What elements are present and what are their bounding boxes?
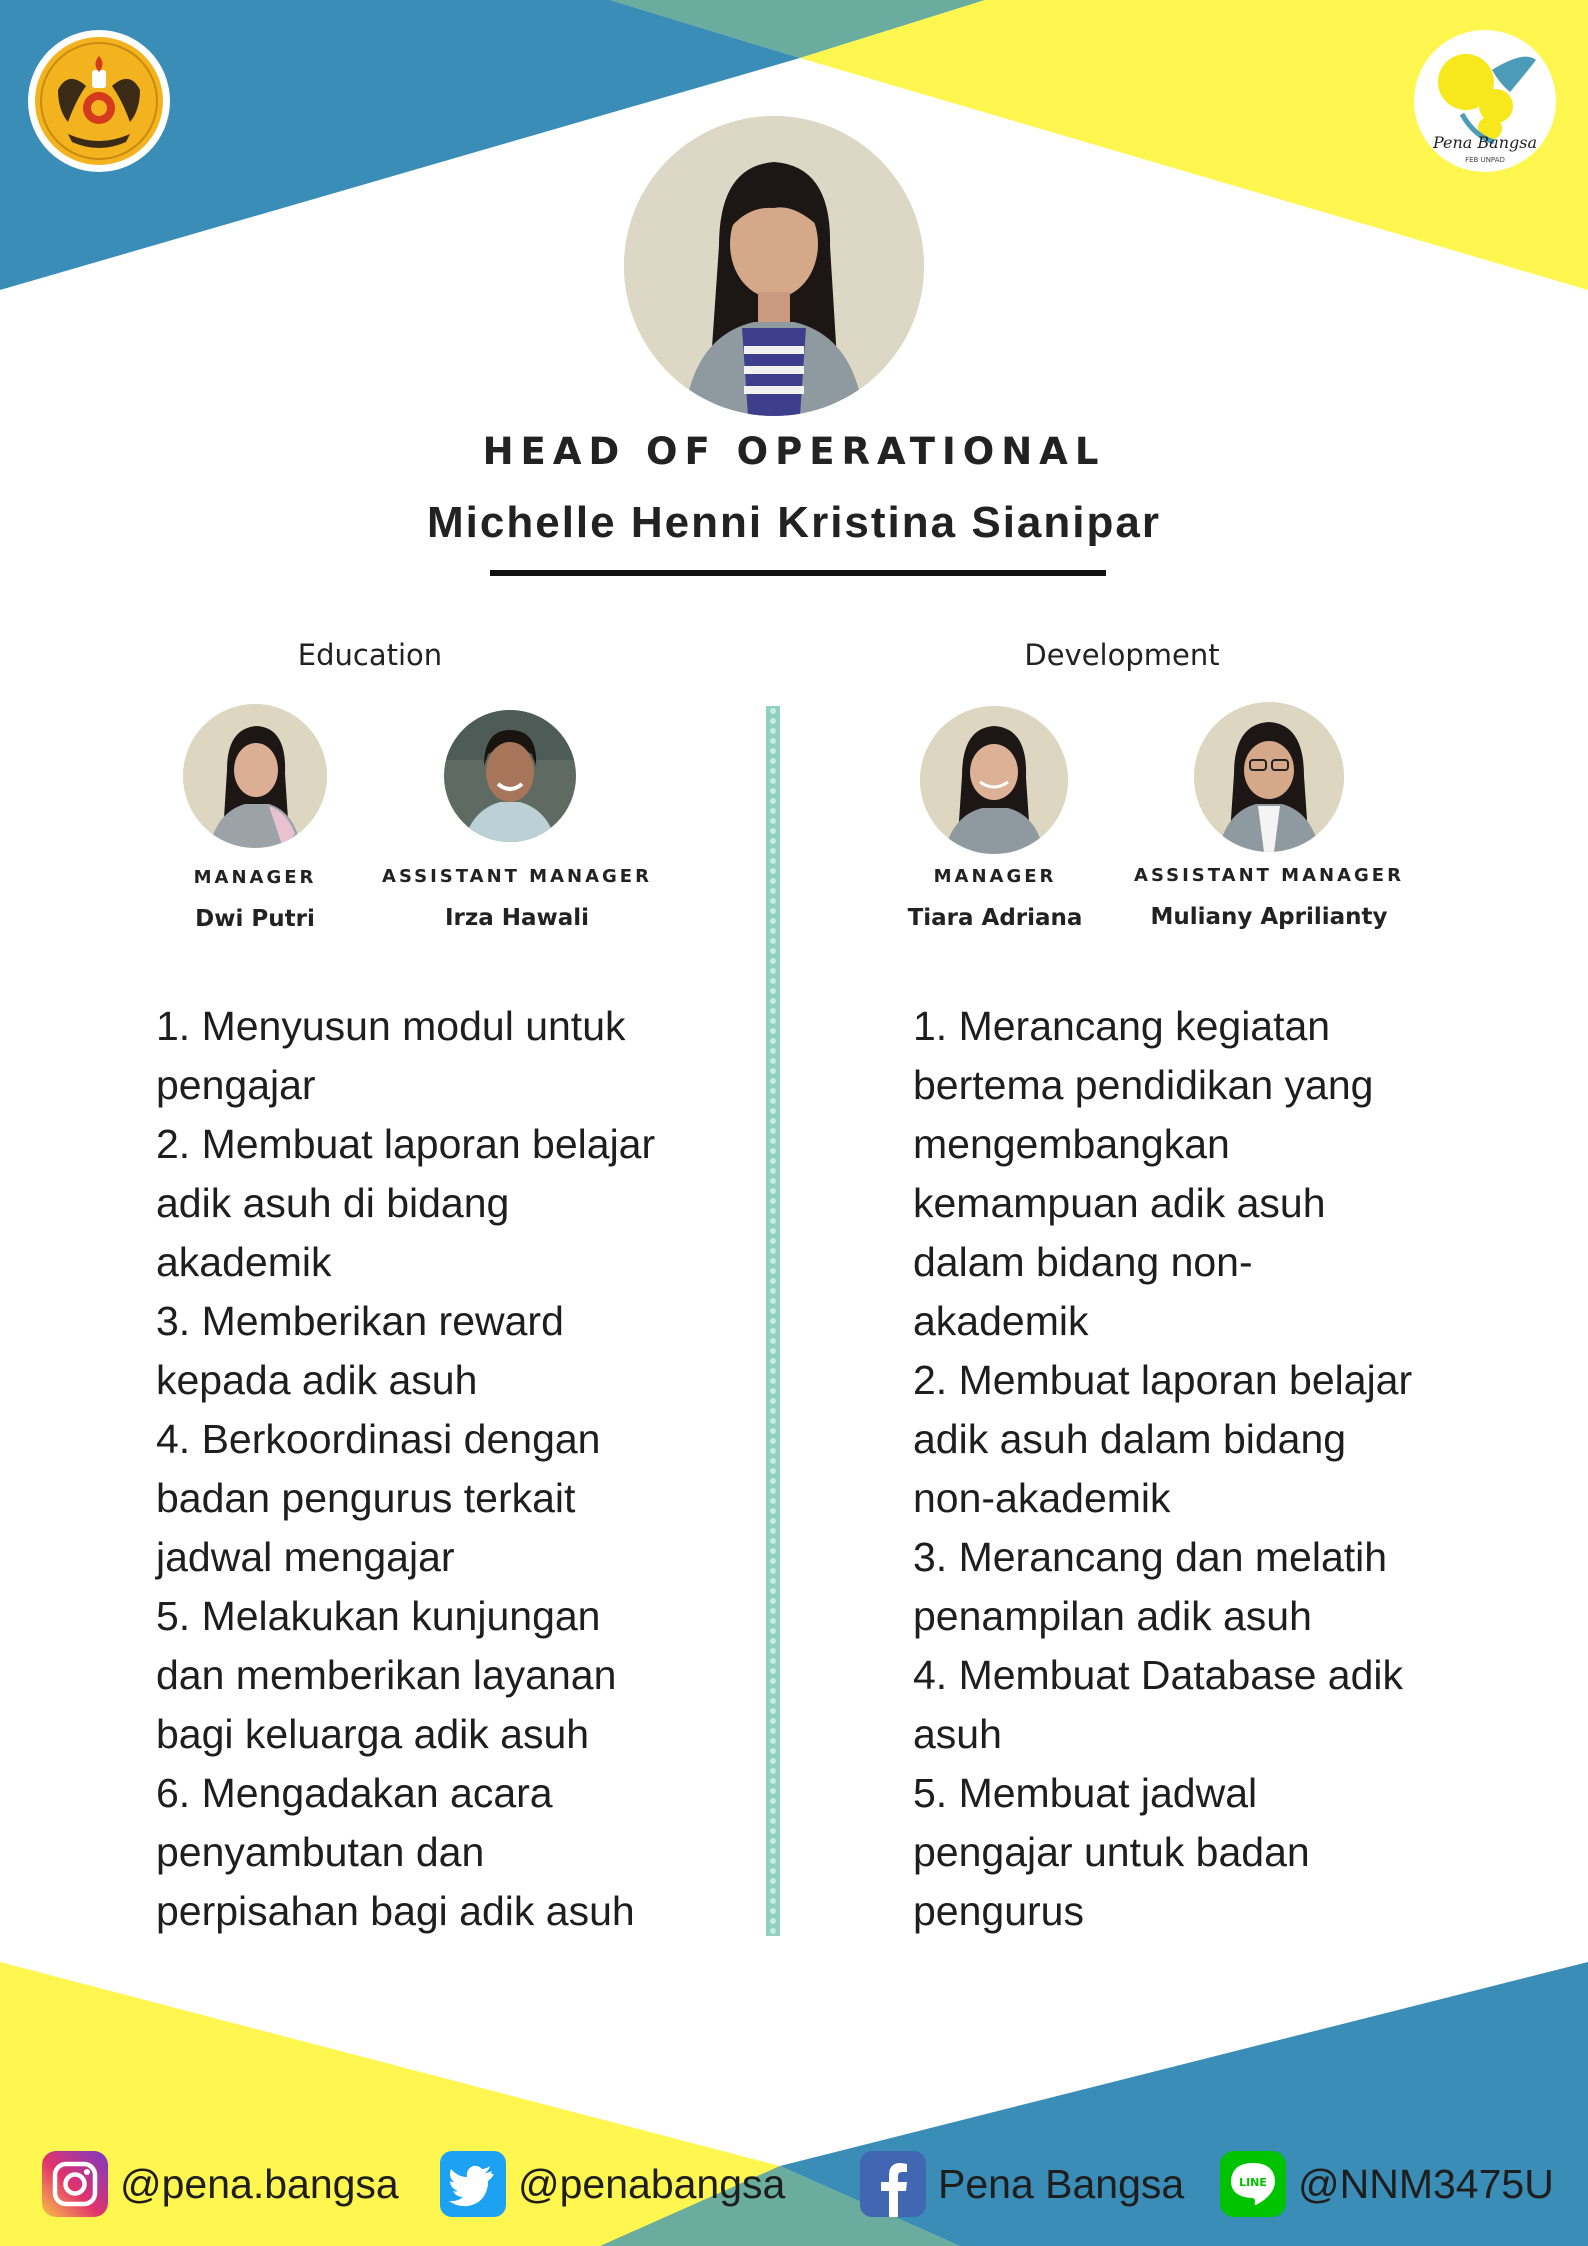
list-item: adik asuh dalam bidang — [913, 1416, 1347, 1462]
logo-subtext: FEB UNPAD — [1465, 156, 1505, 164]
list-item: bagi keluarga adik asuh — [156, 1711, 590, 1757]
title-underline — [490, 570, 1106, 576]
list-item: penyambutan dan — [156, 1829, 485, 1875]
education-assistant-role: ASSISTANT MANAGER — [382, 866, 652, 887]
development-assistant-photo — [1194, 702, 1344, 852]
development-duties — [913, 997, 1412, 1941]
university-logo — [28, 30, 170, 172]
list-item: 3. Memberikan reward — [156, 1298, 564, 1344]
development-assistant-name: Muliany Aprilianty — [1150, 904, 1388, 930]
twitter-handle: @penabangsa — [518, 2160, 786, 2207]
head-name: Michelle Henni Kristina Sianipar — [427, 498, 1161, 547]
list-item: pengajar — [156, 1062, 316, 1108]
list-item: 6. Mengadakan acara — [156, 1770, 553, 1816]
list-item: 5. Melakukan kunjungan — [156, 1593, 601, 1639]
list-item: 2. Membuat laporan belajar — [913, 1357, 1413, 1403]
list-item: 2. Membuat laporan belajar — [156, 1121, 656, 1167]
list-item: pengajar untuk badan — [913, 1829, 1310, 1875]
list-item: kepada adik asuh — [156, 1357, 478, 1403]
facebook-link[interactable] — [860, 2148, 1184, 2220]
instagram-handle: @pena.bangsa — [120, 2160, 399, 2207]
list-item: asuh — [913, 1711, 1002, 1757]
instagram-icon — [42, 2151, 108, 2217]
pena-bangsa-logo — [1414, 30, 1556, 172]
logo-text: Pena Bangsa — [1432, 133, 1538, 152]
facebook-name: Pena Bangsa — [938, 2160, 1185, 2207]
list-item: adik asuh di bidang — [156, 1180, 510, 1226]
line-link[interactable] — [1220, 2148, 1554, 2220]
development-manager-role: MANAGER — [933, 866, 1057, 887]
list-item: 4. Membuat Database adik — [913, 1652, 1403, 1698]
list-item: jadwal mengajar — [156, 1534, 455, 1580]
line-icon-text: LINE — [1239, 2176, 1267, 2189]
list-item: 5. Membuat jadwal — [913, 1770, 1258, 1816]
list-item: non-akademik — [913, 1475, 1171, 1521]
list-item: akademik — [913, 1298, 1089, 1344]
twitter-link[interactable] — [440, 2148, 785, 2220]
education-assistant-name: Irza Hawali — [444, 905, 590, 931]
education-title: Education — [297, 638, 443, 672]
instagram-link[interactable] — [42, 2148, 399, 2220]
line-icon — [1220, 2151, 1286, 2217]
development-manager-name: Tiara Adriana — [907, 905, 1083, 931]
list-item: dan memberikan layanan — [156, 1652, 617, 1698]
education-manager-name: Dwi Putri — [195, 906, 315, 932]
education-manager-photo — [183, 704, 327, 848]
list-item: 3. Merancang dan melatih — [913, 1534, 1388, 1580]
list-item: penampilan adik asuh — [913, 1593, 1312, 1639]
list-item: perpisahan bagi adik asuh — [156, 1888, 635, 1934]
development-manager-photo — [920, 706, 1068, 854]
center-divider — [766, 706, 780, 1936]
development-assistant-role: ASSISTANT MANAGER — [1134, 865, 1404, 886]
list-item: 1. Menyusun modul untuk — [156, 1003, 626, 1049]
facebook-icon — [860, 2151, 926, 2217]
list-item: mengembangkan — [913, 1121, 1230, 1167]
education-manager-role: MANAGER — [193, 867, 317, 888]
list-item: badan pengurus terkait — [156, 1475, 576, 1521]
list-item: 4. Berkoordinasi dengan — [156, 1416, 601, 1462]
list-item: akademik — [156, 1239, 332, 1285]
list-item: bertema pendidikan yang — [913, 1062, 1374, 1108]
twitter-icon — [440, 2151, 506, 2217]
list-item: dalam bidang non- — [913, 1239, 1253, 1285]
development-title: Development — [1024, 638, 1220, 672]
list-item: 1. Merancang kegiatan — [913, 1003, 1331, 1049]
education-duties — [156, 997, 655, 1941]
education-assistant-photo — [444, 710, 576, 842]
line-id: @NNM3475U — [1298, 2160, 1554, 2207]
list-item: pengurus — [913, 1888, 1084, 1934]
head-photo — [624, 116, 924, 416]
head-role-title: HEAD OF OPERATIONAL — [482, 430, 1106, 473]
list-item: kemampuan adik asuh — [913, 1180, 1326, 1226]
